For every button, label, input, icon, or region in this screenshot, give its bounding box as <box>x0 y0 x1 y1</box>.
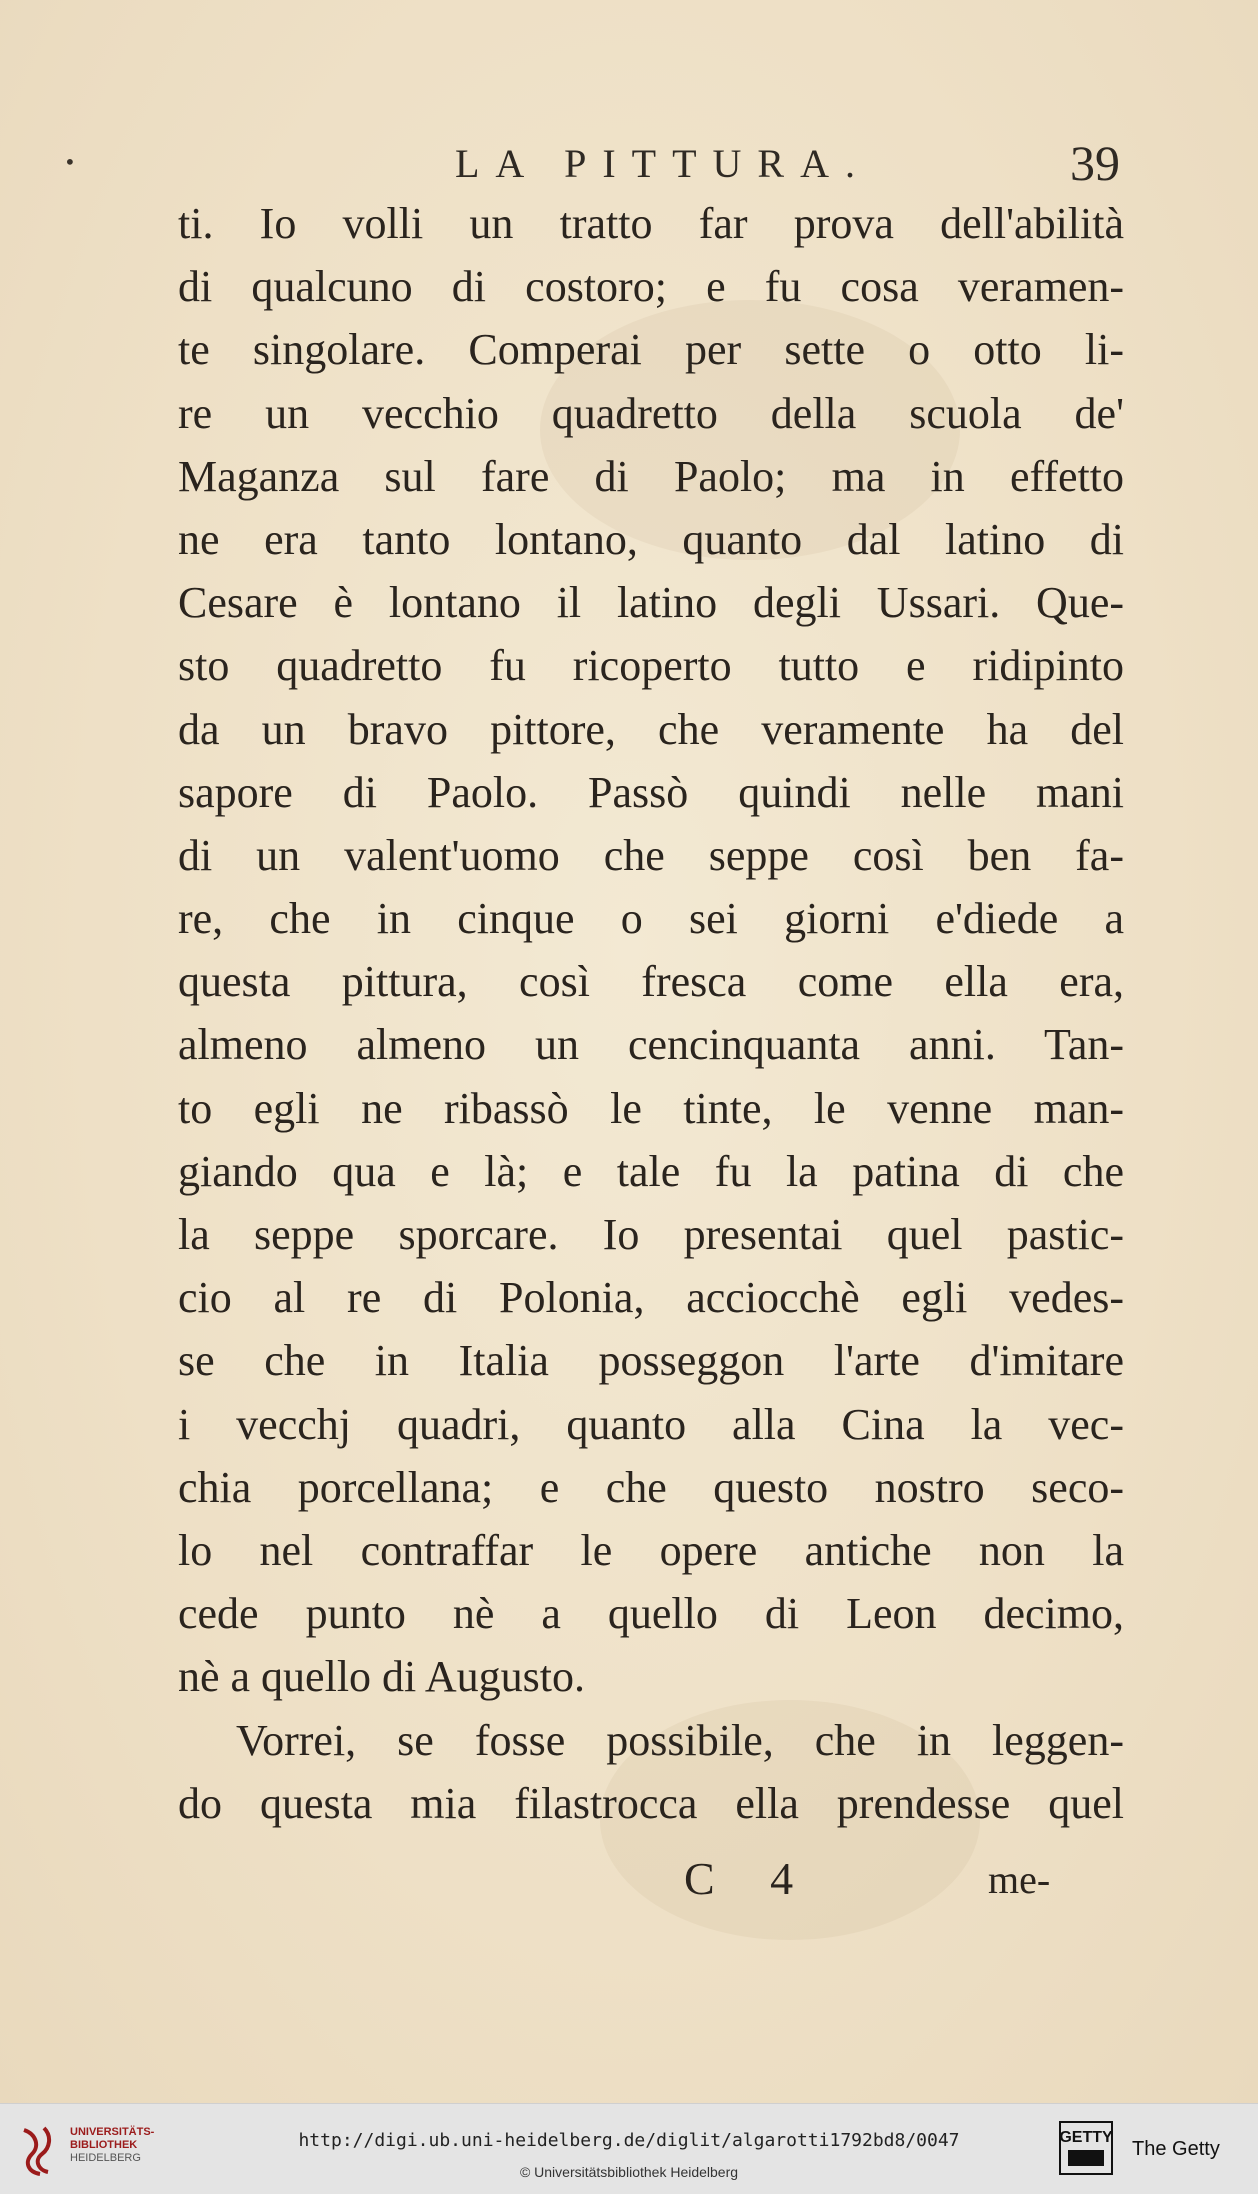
text-line: te singolare. Comperai per sette o otto li- <box>178 325 1124 375</box>
running-head: LA PITTURA. <box>455 141 871 186</box>
text-line: sapore di Paolo. Passò quindi nelle mani <box>178 767 1124 817</box>
getty-logo-icon <box>1058 2120 1114 2176</box>
text-line: di qualcuno di costoro; e fu cosa veramen- <box>178 262 1124 312</box>
text-line: ne era tanto lontano, quanto dal latino di <box>178 514 1124 564</box>
signature-mark: C 4 <box>684 1853 816 1904</box>
text-line: re un vecchio quadretto della scuola de' <box>178 388 1124 438</box>
text-line: giando qua e là; e tale fu la patina di che <box>178 1146 1124 1196</box>
text-line: da un bravo pittore, che veramente ha del <box>178 704 1124 754</box>
svg-text:GETTY: GETTY <box>1059 2129 1113 2146</box>
text-line: se che in Italia posseggon l'arte d'imitare <box>178 1336 1124 1386</box>
text-line: to egli ne ribassò le tinte, le venne man- <box>178 1083 1124 1133</box>
text-line: la seppe sporcare. Io presentai quel pastic- <box>178 1210 1124 1259</box>
text-line: cede punto nè a quello di Leon decimo, <box>178 1589 1124 1639</box>
text-line: Cesare è lontano il latino degli Ussari. Que- <box>178 578 1124 628</box>
text-line: Vorrei, se fosse possibile, che in leggen- <box>236 1715 1124 1765</box>
text-line: chia porcellana; e che questo nostro seco- <box>178 1462 1124 1512</box>
text-line: re, che in cinque o sei giorni e'diede a <box>178 894 1124 944</box>
text-line: do questa mia filastrocca ella prendesse quel <box>178 1778 1124 1828</box>
text-line: di un valent'uomo che seppe così ben fa- <box>178 830 1124 880</box>
body-text <box>178 192 1124 1835</box>
text-line: ti. Io volli un tratto far prova dell'abilità <box>178 199 1124 248</box>
text-line: Maganza sul fare di Paolo; ma in effetto <box>178 451 1124 501</box>
footer-bar <box>0 2103 1258 2194</box>
text-line: almeno almeno un cencinquanta anni. Tan- <box>178 1020 1124 1070</box>
copyright-notice: © Universitätsbibliothek Heidelberg <box>519 2164 739 2180</box>
text-line: nè a quello di Augusto. <box>178 1652 585 1702</box>
partner-name: The Getty <box>1132 2138 1220 2160</box>
permalink-url[interactable]: http://digi.ub.uni-heidelberg.de/diglit/algarotti1792bd8/0047 <box>298 2130 960 2151</box>
university-library-name: UNIVERSITÄTS- BIBLIOTHEK HEIDELBERG <box>70 2126 155 2164</box>
text-line: questa pittura, così fresca come ella era, <box>178 957 1124 1007</box>
text-line: lo nel contraffar le opere antiche non la <box>178 1525 1124 1575</box>
page-number: 39 <box>1070 135 1120 191</box>
text-line: sto quadretto fu ricoperto tutto e ridipinto <box>178 641 1124 691</box>
text-line: cio al re di Polonia, acciocchè egli vedes- <box>178 1273 1124 1323</box>
margin-mark: • <box>64 150 76 174</box>
text-line: i vecchj quadri, quanto alla Cina la vec- <box>178 1399 1124 1449</box>
catchword: me- <box>988 1857 1051 1902</box>
